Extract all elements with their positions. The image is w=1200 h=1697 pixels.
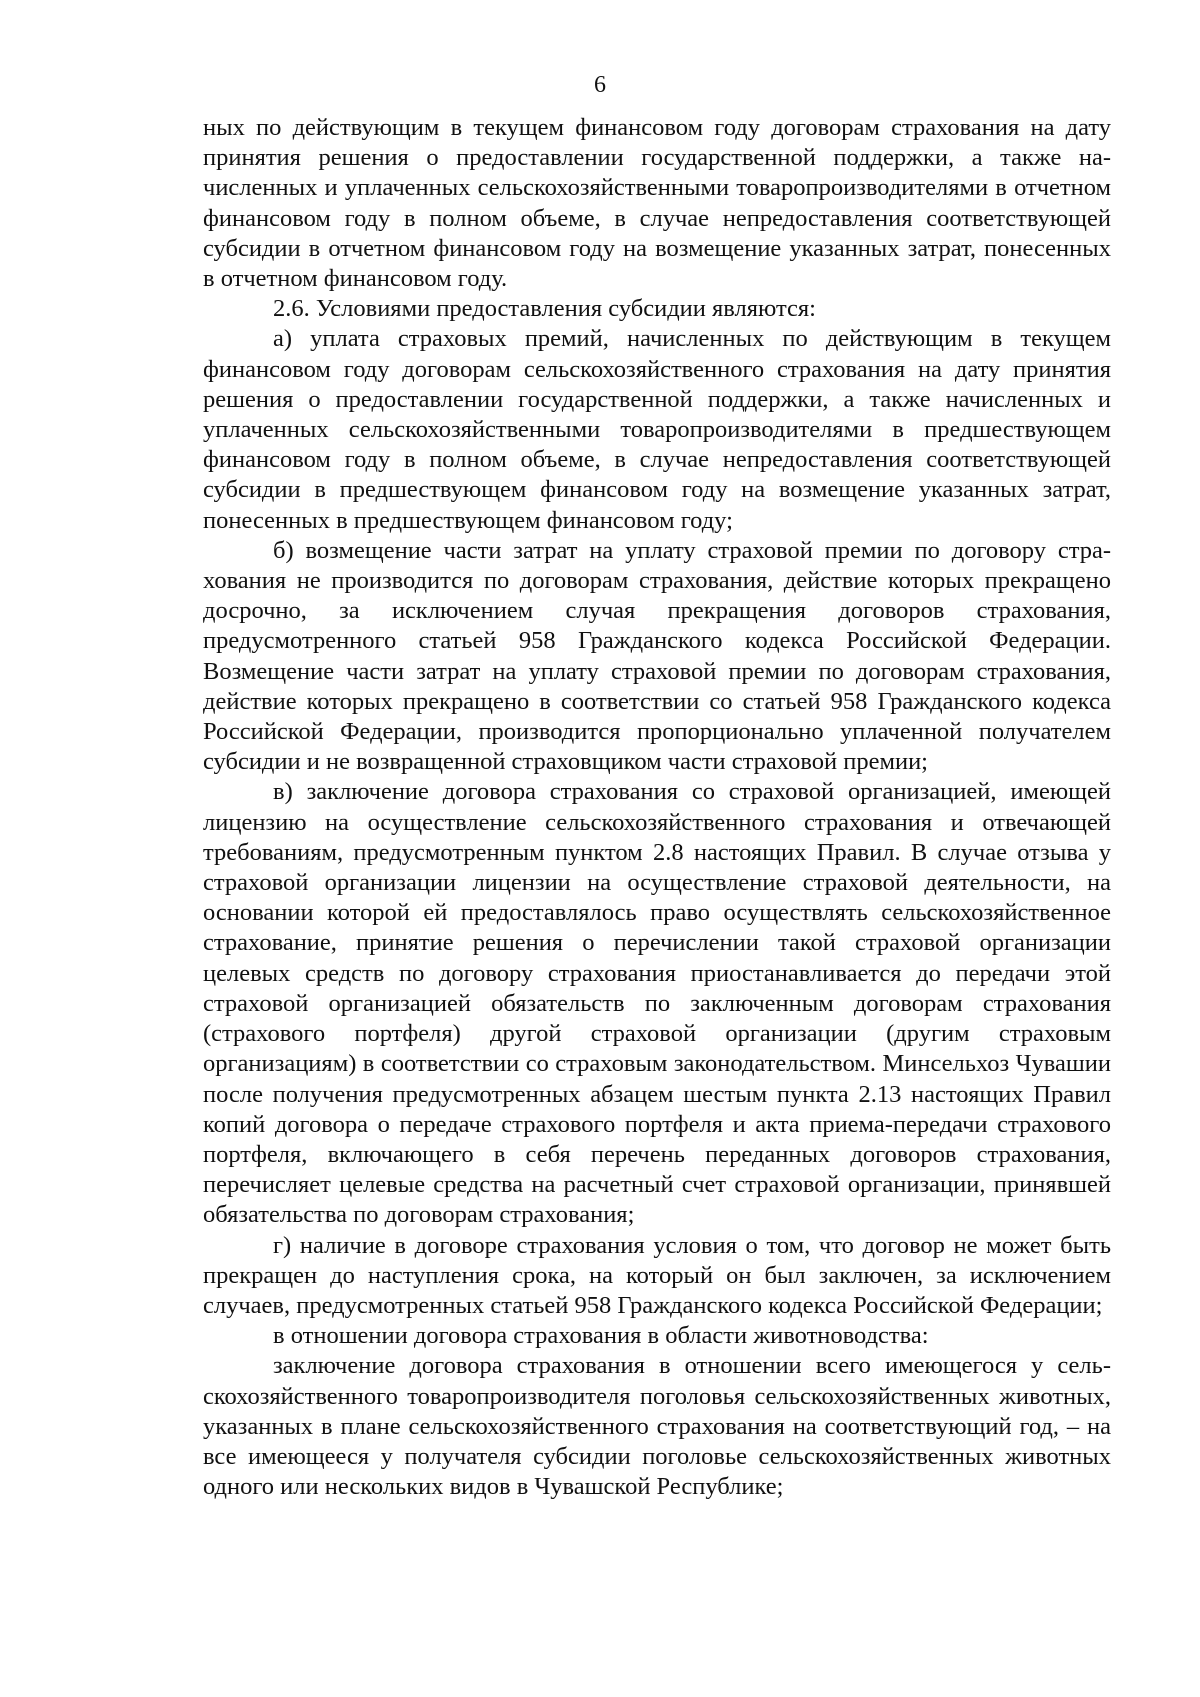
page-number: 6: [594, 72, 606, 98]
paragraph-livestock-heading: в отношении договора страхования в области животноводства:: [273, 1322, 929, 1350]
paragraph-section-2-6-heading: 2.6. Условиями предоставления субсидии являются:: [273, 295, 816, 323]
paragraph-condition-b: б) возмещение части затрат на уплату страховой премии по договору страхования не производится по договорам страхования, действие которых прекращено досрочно, за исключением случая прекращения договоров страхования, предусмотренного статьей 958 Гражданского кодекса Российской Федерации. Возмещение части затрат на уплату страховой премии по договорам страхования, действие которых прекращено в соответствии со статьей 958 Гражданского кодекса Российской Федерации, производится пропорционально уплаченной получателем субсидии и не возвращенной страховщиком части страховой премии;: [203, 536, 1111, 776]
document-body: [203, 113, 1111, 1502]
paragraph-continuation: ных по действующим в текущем финансовом году договорам страхования на дату принятия решения о предоставлении государственной поддержки, а также начисленных и уплаченных сельскохозяйственными товаропроизводителями в отчетном финансовом году в полном объеме, в случае непредоставления соответствующей субсидии в отчетном финансовом году на возмещение указанных затрат, понесенных в отчетном финансовом году.: [203, 114, 1111, 293]
paragraph-condition-v: в) заключение договора страхования со страховой организацией, имеющей лицензию на осуществление сельскохозяйственного страхования и отвечающей требованиям, предусмотренным пунктом 2.8 настоящих Правил. В случае отзыва у страховой организации лицензии на осуществление страховой деятельности, на основании которой ей предоставлялось право осуществлять сельскохозяйственное страхование, принятие решения о перечислении такой страховой организации целевых средств по договору страхования приостанавливается до передачи этой страховой организацией обязательств по заключенным договорам страхования (страхового портфеля) другой страховой организации (другим страховым организациям) в соответствии со страховым законодательством. Минсельхоз Чувашии после получения предусмотренных абзацем шестым пункта 2.13 настоящих Правил копий договора о передаче страхового портфеля и акта приема-передачи страхового портфеля, включающего в себя перечень переданных договоров страхования, перечисляет целевые средства на расчетный счет страховой организации, принявшей обязательства по договорам страхования;: [203, 778, 1111, 1229]
paragraph-condition-a: а) уплата страховых премий, начисленных по действующим в текущем финансовом году договорам сельскохозяйственного страхования на дату принятия решения о предоставлении государственной поддержки, а также начисленных и уплаченных сельскохозяйственными товаропроизводителями в предшествующем финансовом году в полном объеме, в случае непредоставления соответствующей субсидии в предшествующем финансовом году на возмещение указанных затрат, понесенных в предшествующем финансовом году;: [203, 325, 1111, 534]
paragraph-livestock-condition: заключение договора страхования в отношении всего имеющегося у сельскохозяйственного товаропроизводителя поголовья сельскохозяйственных животных, указанных в плане сельскохозяйственного страхования на соответствующий год, – на все имеющееся у получателя субсидии поголовье сельскохозяйственных животных одного или нескольких видов в Чувашской Республике;: [203, 1352, 1111, 1501]
paragraph-condition-g: г) наличие в договоре страхования условия о том, что договор не может быть прекращен до наступления срока, на который он был заключен, за исключением случаев, предусмотренных статьей 958 Гражданского кодекса Российской Федерации;: [203, 1231, 1111, 1319]
